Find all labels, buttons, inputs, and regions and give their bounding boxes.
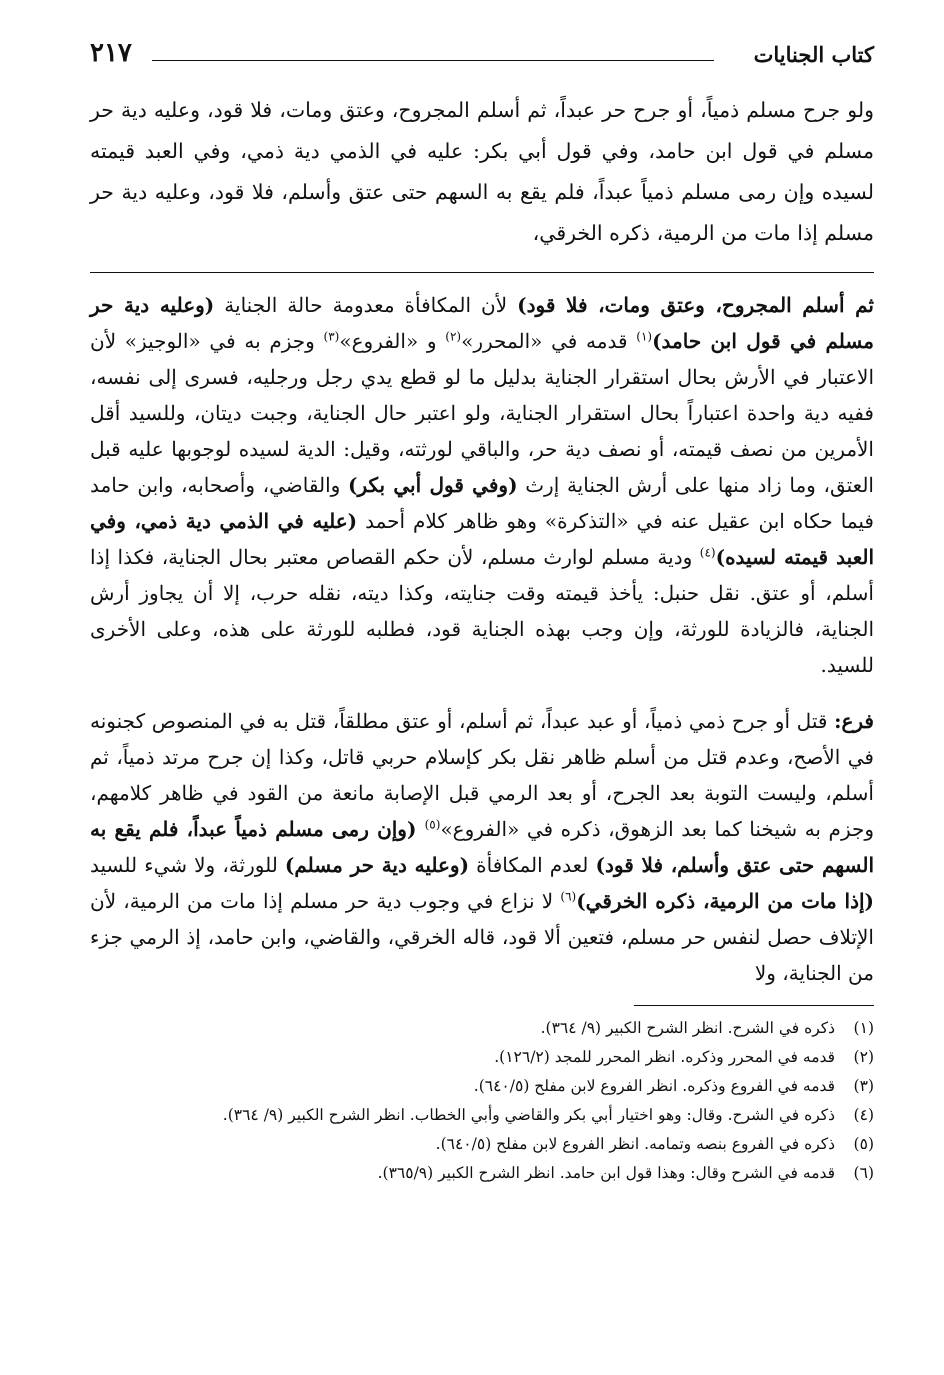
commentary-text: لعدم المكافأة [469,853,596,877]
footnote [90,1043,874,1072]
footnote-ref[interactable]: (٣) [323,329,340,344]
footnote-text: ذكره في الشرح. وقال: وهو اختيار أبي بكر والقاضي وأبي الخطاب. انظر الشرح الكبير (٩/ ٣٦٤). [222,1106,836,1124]
footnote-number: (٣) [853,1077,874,1095]
commentary-text: والقاضي، وأصحابه، وابن حامد فيما حكاه ابن عقيل عنه في «التذكرة» وهو ظاهر كلام أحمد [90,473,874,533]
footnote-ref[interactable]: (٥) [424,817,441,832]
footnote-number: (٤) [853,1106,874,1124]
commentary-text: لأن المكافأة معدومة حالة الجناية [214,293,518,317]
quoted-text: (إذا مات من الرمية، ذكره الخرقي) [576,889,874,913]
footnote-text: ذكره في الشرح. انظر الشرح الكبير (٩/ ٣٦٤). [540,1019,836,1037]
header-rule [152,60,714,61]
quoted-text: (عليه في الذمي دية ذمي، وفي العبد قيمته لسيده) [90,509,875,569]
page-number: ٢١٧ [90,38,132,68]
quoted-text: (وإن رمى مسلم ذمياً عبداً، فلم يقع به السهم حتى عتق وأسلم، فلا قود) [90,817,874,877]
commentary-text: ودية مسلم لوارث مسلم، لأن حكم القصاص معتبر بحال الجناية، فكذا إذا أسلم، أو عتق. نقل حنبل: يأخذ قيمته وقت جنايته، وكذا ديته، نقله حرب، إلا أن يجاوز أرش الجناية، فالزيادة للورثة، وإن وجب بهذه الجناية قود، فطلبه للورثة على هذه، وعلى الأخرى للسيد. [90,545,874,677]
footnote [90,1101,874,1130]
footnotes [90,1014,874,1188]
text-divider [90,272,874,273]
footnote-number: (٦) [853,1164,874,1182]
quoted-text: (وعليه دية حر مسلم) [284,853,470,877]
footnote-number: (٢) [853,1048,874,1066]
footnote-ref[interactable]: (١) [636,329,653,344]
commentary-paragraph-1 [90,287,874,683]
footnote [90,1072,874,1101]
footnote-ref[interactable]: (٢) [445,329,462,344]
commentary-text: و «الفروع» [339,329,446,353]
footnote [90,1014,874,1043]
footnote [90,1130,874,1159]
commentary-text: قدمه في «المحرر» [461,329,637,353]
commentary [90,287,874,991]
footnote-number: (٥) [853,1135,874,1153]
quoted-text: (وعليه دية حر مسلم في قول ابن حامد) [90,293,874,353]
footnote-divider [634,1005,874,1006]
main-text: ولو جرح مسلم ذمياً، أو جرح حر عبداً، ثم أسلم المجروح، وعتق ومات، فلا قود، وعليه دية حر مسلم في قول ابن حامد، وفي قول أبي بكر: عليه في الذمي دية ذمي، وفي العبد قيمته لسيده وإن رمى مسلم ذمياً عبداً، فلم يقع به السهم حتى عتق وأسلم، فلا قود، وعليه دية حر مسلم إذا مات من الرمية، ذكره الخرقي، [90,98,874,245]
footnote-number: (١) [853,1019,874,1037]
footnote-text: قدمه في المحرر وذكره. انظر المحرر للمجد (١٢٦/٢). [494,1048,836,1066]
quoted-text: ثم أسلم المجروح، وعتق ومات، فلا قود) [517,293,874,317]
quoted-text: (وفي قول أبي بكر) [347,473,518,497]
commentary-text: قتل أو جرح ذمي ذمياً، أو عبد عبداً، ثم أسلم، أو عتق مطلقاً، قتل به في المنصوص كجنونه في الأصح، وعدم قتل من أسلم ظاهر نقل بكر كإسلام حربي قاتل، وكذا إن جرح مرتد ذمياً، ثم أسلم، وليست التوبة بعد الجرح، أو بعد الرمي قبل الإصابة مانعة من القود في ظاهر كلامهم، وجزم به شيخنا كما بعد الزهوق، ذكره في «الفروع» [90,709,874,841]
footnote-text: قدمه في الشرح وقال: وهذا قول ابن حامد. انظر الشرح الكبير (٣٦٥/٩). [377,1164,836,1182]
commentary-text: لا نزاع في وجوب دية حر مسلم إذا مات من الرمية، لأن الإتلاف حصل لنفس حر مسلم، فتعين ألا قود، قاله الخرقي، والقاضي، وابن حامد، إذ الرمي جزء من الجناية، ولا [90,889,874,985]
footnote-text: قدمه في الفروع وذكره. انظر الفروع لابن مفلح (٦٤٠/٥). [473,1077,836,1095]
commentary-paragraph-2 [90,703,874,991]
book-title: كتاب الجنايات [753,42,874,67]
footnote-ref[interactable]: (٦) [560,889,577,904]
book-page [90,38,874,1188]
page-header [90,38,874,74]
footnote [90,1159,874,1188]
commentary-text: للورثة، ولا شيء للسيد [90,853,285,877]
commentary-text: وجزم به في «الوجيز» لأن الاعتبار في الأرش بحال استقرار الجناية بدليل ما لو قطع يدي رجل ورجليه، فسرى إلى نفسه، ففيه دية واحدة اعتباراً بحال استقرار الجناية، ولو اعتبر حال الجناية، وجبت ديتان، وللسيد أقل الأمرين من نصف قيمته، أو نصف دية حر، والباقي لورثته، وقيل: الدية لسيده لوجوبها عليه قبل العتق، وما زاد منها على أرش الجناية إرث [90,329,874,497]
footnote-ref[interactable]: (٤) [699,545,716,560]
branch-label: فرع: [834,709,874,733]
footnote-text: ذكره في الفروع بنصه وتمامه. انظر الفروع لابن مفلح (٦٤٠/٥). [435,1135,836,1153]
